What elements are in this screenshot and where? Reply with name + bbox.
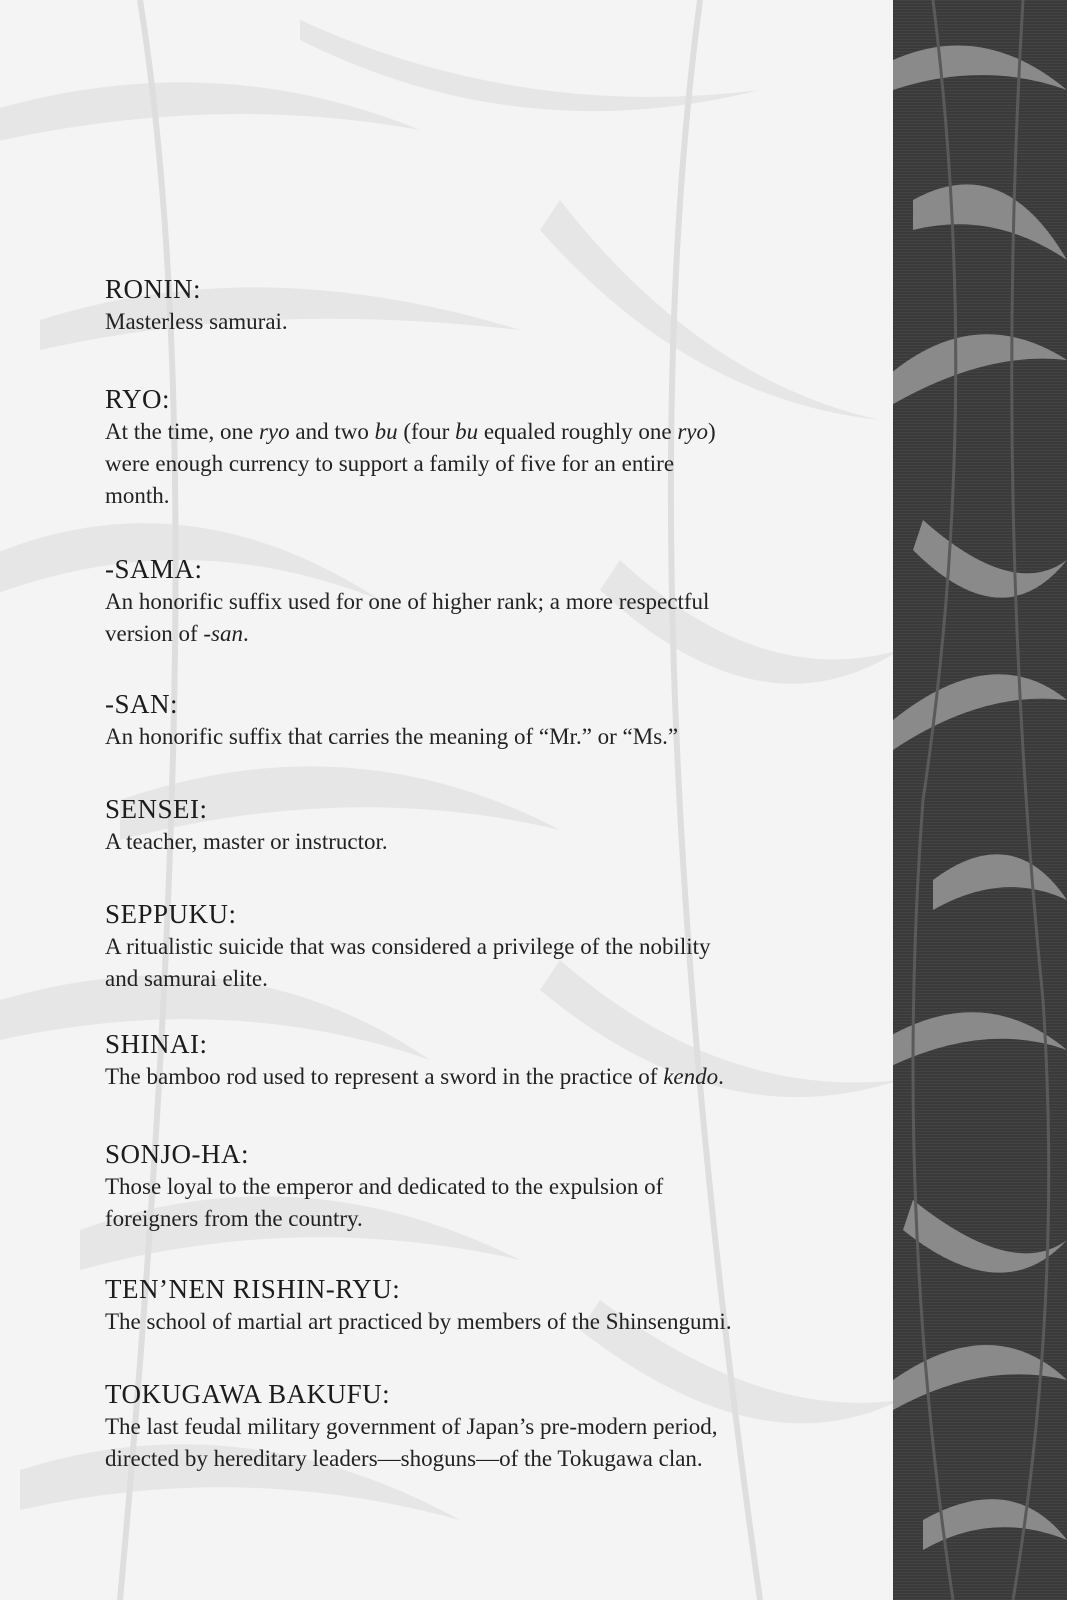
- glossary-entry: [105, 897, 875, 995]
- leaf-pattern-dark: [893, 0, 1067, 1600]
- glossary-term: SEPPUKU:: [105, 899, 237, 929]
- glossary-definition: The school of martial art practiced by members of the Shinsengumi.: [105, 1309, 732, 1334]
- glossary-entry: [105, 1137, 875, 1235]
- glossary-entry: [105, 552, 875, 650]
- glossary-entry: [105, 1027, 875, 1093]
- glossary-definition: The bamboo rod used to represent a sword in the practice of kendo.: [105, 1064, 724, 1089]
- glossary-term: -SAMA:: [105, 554, 203, 584]
- italic-term: kendo: [663, 1064, 719, 1089]
- glossary-definition: An honorific suffix used for one of higher rank; a more respectful version of -san.: [105, 589, 710, 646]
- italic-term: ryo: [258, 419, 290, 444]
- glossary-definition: The last feudal military government of Japan’s pre-modern period, directed by hereditary leaders—shoguns—of the Tokugawa clan.: [105, 1414, 718, 1471]
- glossary-definition: A ritualistic suicide that was considered a privilege of the nobility and samurai elite.: [105, 934, 711, 991]
- glossary-term: SONJO-HA:: [105, 1139, 250, 1169]
- glossary-definition: An honorific suffix that carries the meaning of “Mr.” or “Ms.”: [105, 724, 679, 749]
- glossary-entry: [105, 382, 875, 512]
- glossary-entry: [105, 272, 875, 338]
- glossary-entry: [105, 687, 875, 753]
- decorative-side-band: [893, 0, 1067, 1600]
- glossary-term: TEN’NEN RISHIN-RYU:: [105, 1274, 401, 1304]
- glossary-term: SHINAI:: [105, 1029, 208, 1059]
- glossary-entry: [105, 1272, 875, 1338]
- glossary-term: RONIN:: [105, 274, 201, 304]
- italic-term: bu: [455, 419, 479, 444]
- italic-term: -san: [203, 621, 243, 646]
- glossary-definition: Those loyal to the emperor and dedicated to the expulsion of foreigners from the country.: [105, 1174, 664, 1231]
- glossary-entry: [105, 792, 875, 858]
- glossary-definition: Masterless samurai.: [105, 309, 288, 334]
- glossary-entry: [105, 1377, 875, 1475]
- glossary-term: -SAN:: [105, 689, 179, 719]
- glossary-definition: At the time, one ryo and two bu (four bu equaled roughly one ryo) were enough currency to support a family of five for an entire month.: [105, 419, 716, 508]
- glossary-definition: A teacher, master or instructor.: [105, 829, 388, 854]
- italic-term: ryo: [677, 419, 709, 444]
- glossary-term: TOKUGAWA BAKUFU:: [105, 1379, 391, 1409]
- glossary-term: RYO:: [105, 384, 171, 414]
- italic-term: bu: [374, 419, 398, 444]
- glossary-term: SENSEI:: [105, 794, 208, 824]
